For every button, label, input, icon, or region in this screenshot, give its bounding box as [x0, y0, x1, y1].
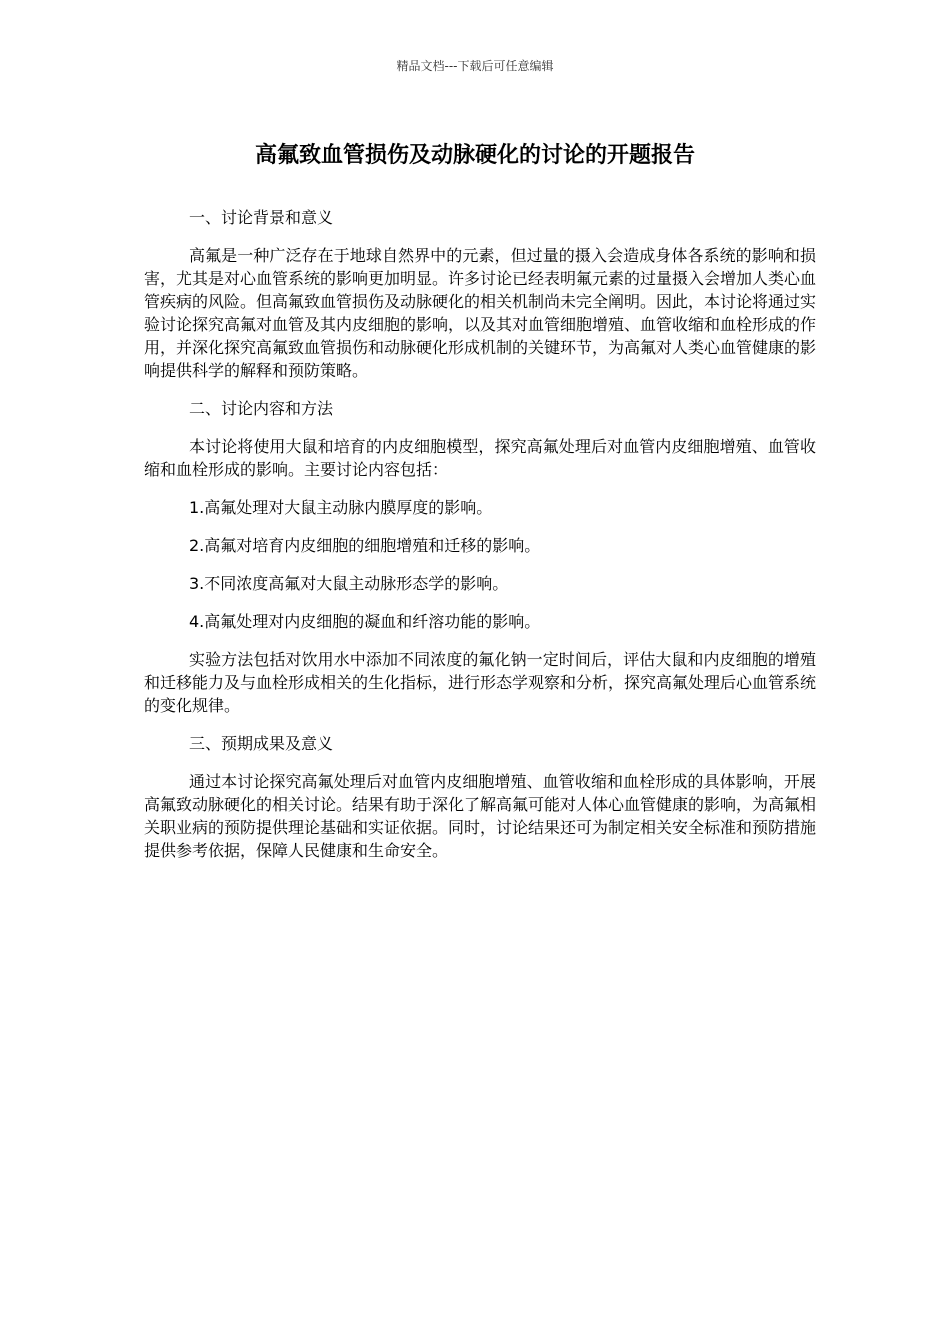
section-heading-content-methods: 二、讨论内容和方法: [189, 399, 334, 418]
header-note: 精品文档---下载后可任意编辑: [396, 59, 554, 73]
paragraph-background: 高氟是一种广泛存在于地球自然界中的元素，但过量的摄入会造成身体各系统的影响和损害，尤其是对心血管系统的影响更加明显。许多讨论已经表明氟元素的过量摄入会增加人类心血管疾病的风险。但高氟致血管损伤及动脉硬化的相关机制尚未完全阐明。因此，本讨论将通过实验讨论探究高氟对血管及其内皮细胞的影响，以及其对血管细胞增殖、血管收缩和血栓形成的作用，并深化探究高氟致血管损伤和动脉硬化形成机制的关键环节，为高氟对人类心血管健康的影响提供科学的解释和预防策略。: [144, 246, 817, 380]
list-item: 4.高氟处理对内皮细胞的凝血和纤溶功能的影响。: [189, 612, 541, 631]
paragraph-methods: 实验方法包括对饮用水中添加不同浓度的氟化钠一定时间后，评估大鼠和内皮细胞的增殖和迁移能力及与血栓形成相关的生化指标，进行形态学观察和分析，探究高氟处理后心血管系统的变化规律。: [144, 650, 817, 715]
paragraph-content-intro: 本讨论将使用大鼠和培育的内皮细胞模型，探究高氟处理后对血管内皮细胞增殖、血管收缩和血栓形成的影响。主要讨论内容包括：: [144, 437, 816, 479]
paragraph-expected-results: 通过本讨论探究高氟处理后对血管内皮细胞增殖、血管收缩和血栓形成的具体影响，开展高氟致动脉硬化的相关讨论。结果有助于深化了解高氟可能对人体心血管健康的影响，为高氟相关职业病的预防提供理论基础和实证依据。同时，讨论结果还可为制定相关安全标准和预防措施提供参考依据，保障人民健康和生命安全。: [144, 772, 817, 860]
list-item: 3.不同浓度高氟对大鼠主动脉形态学的影响。: [189, 574, 509, 593]
document-title: 高氟致血管损伤及动脉硬化的讨论的开题报告: [254, 143, 695, 168]
list-item: 1.高氟处理对大鼠主动脉内膜厚度的影响。: [189, 498, 493, 517]
section-heading-background: 一、讨论背景和意义: [189, 208, 334, 227]
document-body: [144, 206, 816, 877]
list-item: 2.高氟对培育内皮细胞的细胞增殖和迁移的影响。: [189, 536, 541, 555]
section-heading-expected-results: 三、预期成果及意义: [189, 734, 334, 753]
